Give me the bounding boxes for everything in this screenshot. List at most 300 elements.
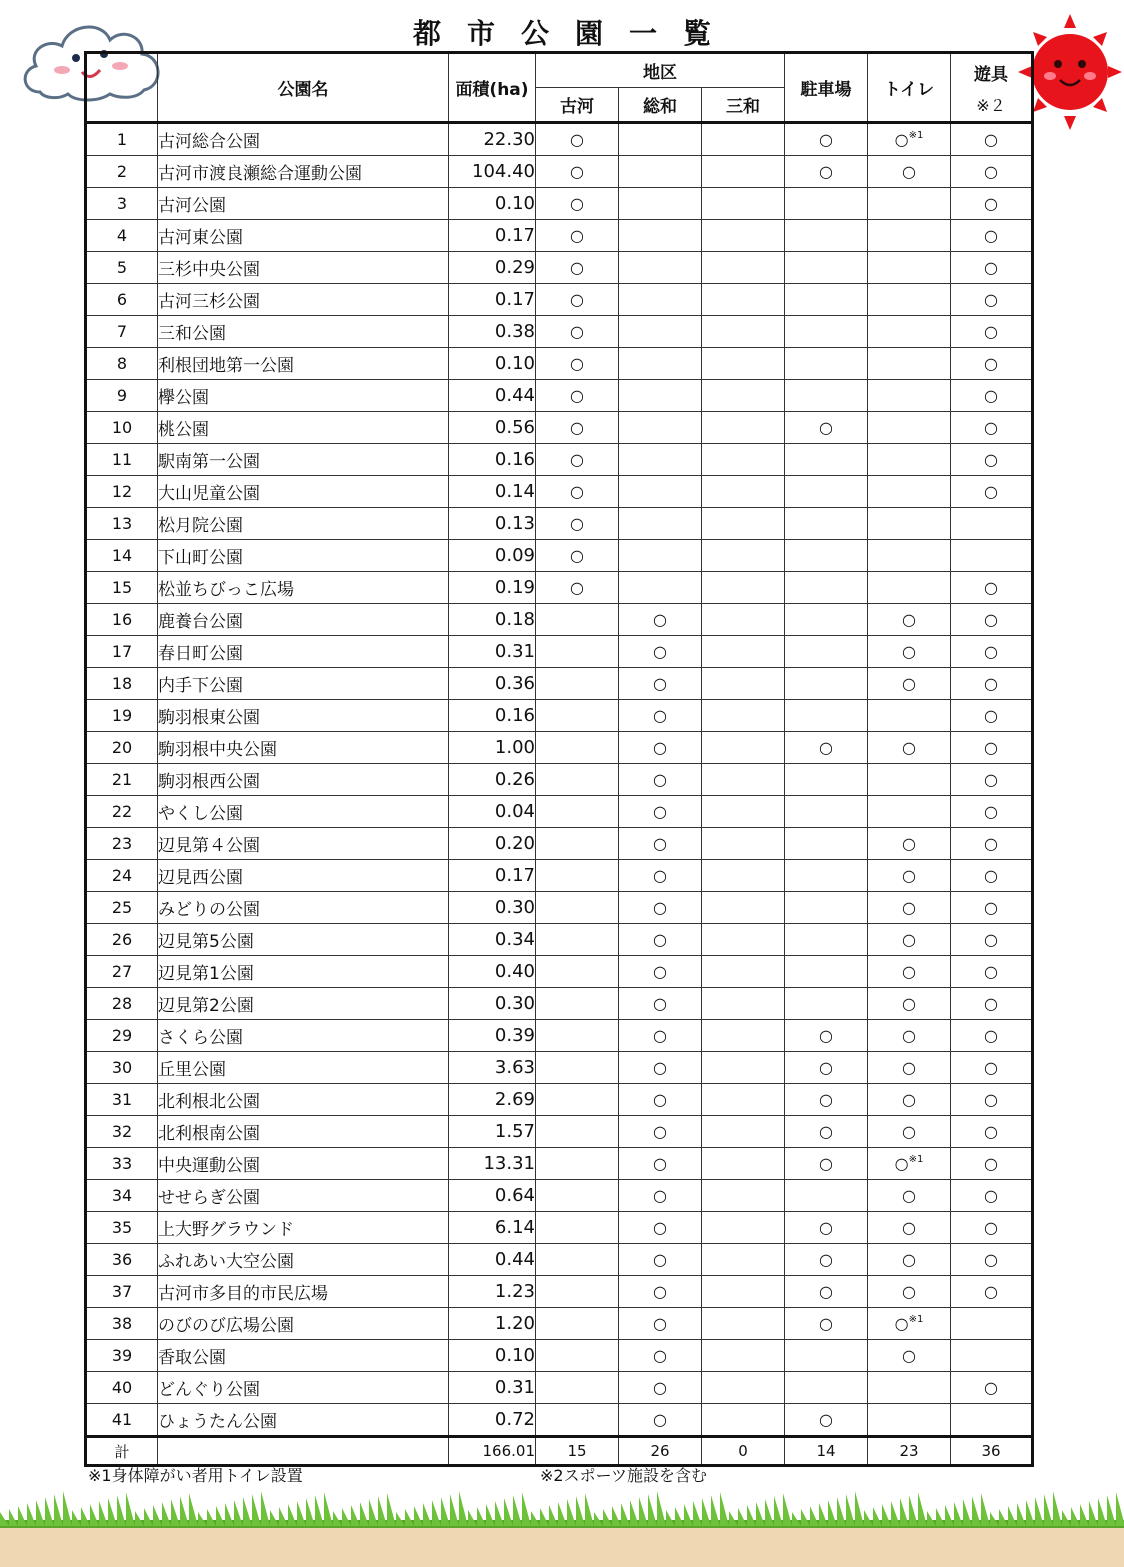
table-row xyxy=(86,380,1033,412)
cell-sowa: ○ xyxy=(619,700,702,732)
cell-parking xyxy=(785,860,868,892)
cell-toilet xyxy=(868,412,951,444)
cell-sowa: ○ xyxy=(619,1276,702,1308)
cell-sowa: ○ xyxy=(619,668,702,700)
header-playground xyxy=(951,53,1033,123)
cell-parking xyxy=(785,348,868,380)
park-area: 0.04 xyxy=(449,796,536,828)
cell-sanwa xyxy=(702,764,785,796)
cell-play: ○ xyxy=(951,636,1033,668)
table-row xyxy=(86,508,1033,540)
page-title: 都市公園一覧 xyxy=(412,17,737,50)
cell-toilet xyxy=(868,540,951,572)
cell-koga xyxy=(536,604,619,636)
cell-sanwa xyxy=(702,700,785,732)
park-area: 0.44 xyxy=(449,380,536,412)
park-area: 0.44 xyxy=(449,1244,536,1276)
cell-play: ○ xyxy=(951,892,1033,924)
cell-parking xyxy=(785,252,868,284)
park-area: 0.19 xyxy=(449,572,536,604)
cell-sanwa xyxy=(702,572,785,604)
park-name: 香取公園 xyxy=(158,1340,449,1372)
park-name: 大山児童公園 xyxy=(158,476,449,508)
cell-play xyxy=(951,1308,1033,1340)
row-number: 9 xyxy=(86,380,158,412)
park-area: 22.30 xyxy=(449,123,536,156)
cell-parking: ○ xyxy=(785,1308,868,1340)
cell-toilet xyxy=(868,1020,951,1052)
cell-sowa: ○ xyxy=(619,956,702,988)
row-number: 26 xyxy=(86,924,158,956)
table-row xyxy=(86,828,1033,860)
cell-toilet xyxy=(868,860,951,892)
row-number: 25 xyxy=(86,892,158,924)
toilet-note: ※1 xyxy=(908,1314,924,1325)
cell-play: ○ xyxy=(951,828,1033,860)
cell-sanwa xyxy=(702,380,785,412)
cell-play: ○ xyxy=(951,1020,1033,1052)
row-number: 4 xyxy=(86,220,158,252)
park-area: 6.14 xyxy=(449,1212,536,1244)
park-area: 104.40 xyxy=(449,156,536,188)
cell-sowa xyxy=(619,188,702,220)
table-row xyxy=(86,860,1033,892)
cell-play: ○ xyxy=(951,732,1033,764)
cell-parking xyxy=(785,444,868,476)
row-number: 31 xyxy=(86,1084,158,1116)
header-district: 地区 xyxy=(536,53,785,88)
cell-toilet xyxy=(868,956,951,988)
cell-koga xyxy=(536,1372,619,1404)
park-name: 利根団地第一公園 xyxy=(158,348,449,380)
cell-koga: ○ xyxy=(536,572,619,604)
cell-toilet xyxy=(868,1116,951,1148)
cell-parking xyxy=(785,956,868,988)
toilet-mark: ○ xyxy=(902,962,916,981)
table-row xyxy=(86,444,1033,476)
table-row xyxy=(86,316,1033,348)
toilet-mark: ○ xyxy=(902,866,916,885)
header-koga: 古河 xyxy=(536,88,619,123)
cell-parking xyxy=(785,380,868,412)
cell-play: ○ xyxy=(951,1276,1033,1308)
cell-koga: ○ xyxy=(536,220,619,252)
cell-sowa: ○ xyxy=(619,1180,702,1212)
cell-sowa: ○ xyxy=(619,1020,702,1052)
table-row xyxy=(86,1084,1033,1116)
row-number: 32 xyxy=(86,1116,158,1148)
cell-toilet xyxy=(868,316,951,348)
cell-sanwa xyxy=(702,476,785,508)
cell-parking: ○ xyxy=(785,1404,868,1437)
cell-sanwa xyxy=(702,1148,785,1180)
cell-sanwa xyxy=(702,188,785,220)
park-name: 松月院公園 xyxy=(158,508,449,540)
table-row xyxy=(86,412,1033,444)
cell-sanwa xyxy=(702,156,785,188)
park-area: 0.31 xyxy=(449,636,536,668)
cell-sanwa xyxy=(702,924,785,956)
cell-play xyxy=(951,508,1033,540)
cell-sowa xyxy=(619,572,702,604)
cell-parking xyxy=(785,284,868,316)
park-name: 古河総合公園 xyxy=(158,123,449,156)
cell-play: ○ xyxy=(951,380,1033,412)
park-name: 辺見第5公園 xyxy=(158,924,449,956)
total-parking: 14 xyxy=(785,1437,868,1466)
cell-play: ○ xyxy=(951,572,1033,604)
table-row xyxy=(86,636,1033,668)
cell-sowa xyxy=(619,316,702,348)
park-area: 0.40 xyxy=(449,956,536,988)
cell-sanwa xyxy=(702,1404,785,1437)
cell-koga xyxy=(536,1084,619,1116)
toilet-mark: ○ xyxy=(902,1282,916,1301)
cell-toilet xyxy=(868,252,951,284)
row-number: 33 xyxy=(86,1148,158,1180)
row-number: 21 xyxy=(86,764,158,796)
cell-sanwa xyxy=(702,988,785,1020)
cell-sowa xyxy=(619,284,702,316)
row-number: 28 xyxy=(86,988,158,1020)
cell-toilet xyxy=(868,636,951,668)
cell-sanwa xyxy=(702,636,785,668)
toilet-mark: ○ xyxy=(902,1186,916,1205)
toilet-mark: ○ xyxy=(902,994,916,1013)
cell-sanwa xyxy=(702,348,785,380)
cell-koga: ○ xyxy=(536,444,619,476)
row-number: 12 xyxy=(86,476,158,508)
cell-koga: ○ xyxy=(536,476,619,508)
cell-play: ○ xyxy=(951,764,1033,796)
toilet-mark: ○ xyxy=(902,1122,916,1141)
park-name: 古河東公園 xyxy=(158,220,449,252)
cell-parking: ○ xyxy=(785,1052,868,1084)
cell-parking xyxy=(785,572,868,604)
table-row xyxy=(86,1180,1033,1212)
toilet-mark: ○ xyxy=(902,1218,916,1237)
cell-parking: ○ xyxy=(785,1084,868,1116)
cell-parking xyxy=(785,924,868,956)
table-row xyxy=(86,1212,1033,1244)
toilet-mark: ○ xyxy=(902,1250,916,1269)
cell-parking: ○ xyxy=(785,1148,868,1180)
park-name: 駒羽根中央公園 xyxy=(158,732,449,764)
cell-toilet xyxy=(868,1052,951,1084)
cell-play xyxy=(951,540,1033,572)
park-name: 古河市渡良瀬総合運動公園 xyxy=(158,156,449,188)
cell-sanwa xyxy=(702,412,785,444)
cell-sanwa xyxy=(702,892,785,924)
table-row xyxy=(86,1116,1033,1148)
cell-koga: ○ xyxy=(536,284,619,316)
table-row xyxy=(86,348,1033,380)
total-koga: 15 xyxy=(536,1437,619,1466)
row-number: 7 xyxy=(86,316,158,348)
park-name: 鹿養台公園 xyxy=(158,604,449,636)
cell-parking xyxy=(785,604,868,636)
cell-koga xyxy=(536,1308,619,1340)
cell-koga xyxy=(536,1340,619,1372)
cell-koga xyxy=(536,1180,619,1212)
cell-toilet xyxy=(868,604,951,636)
park-name: 辺見第1公園 xyxy=(158,956,449,988)
cell-toilet xyxy=(868,796,951,828)
park-name: ひょうたん公園 xyxy=(158,1404,449,1437)
cell-toilet xyxy=(868,828,951,860)
row-number: 34 xyxy=(86,1180,158,1212)
cell-play: ○ xyxy=(951,188,1033,220)
cell-sanwa xyxy=(702,540,785,572)
cell-parking xyxy=(785,988,868,1020)
cell-sowa: ○ xyxy=(619,732,702,764)
cell-parking: ○ xyxy=(785,1244,868,1276)
cell-play xyxy=(951,1340,1033,1372)
cell-sanwa xyxy=(702,1276,785,1308)
park-area: 0.17 xyxy=(449,860,536,892)
row-number: 17 xyxy=(86,636,158,668)
table-row xyxy=(86,988,1033,1020)
table-row xyxy=(86,476,1033,508)
cell-toilet xyxy=(868,988,951,1020)
cell-sanwa xyxy=(702,220,785,252)
cell-play: ○ xyxy=(951,220,1033,252)
cell-sanwa xyxy=(702,316,785,348)
cell-play: ○ xyxy=(951,348,1033,380)
cell-toilet xyxy=(868,476,951,508)
cell-parking xyxy=(785,796,868,828)
table-row xyxy=(86,252,1033,284)
park-area: 1.20 xyxy=(449,1308,536,1340)
table-row xyxy=(86,924,1033,956)
park-name: のびのび広場公園 xyxy=(158,1308,449,1340)
row-number: 16 xyxy=(86,604,158,636)
cell-parking xyxy=(785,476,868,508)
cell-toilet xyxy=(868,1180,951,1212)
cell-play: ○ xyxy=(951,604,1033,636)
park-area: 0.20 xyxy=(449,828,536,860)
cell-sowa: ○ xyxy=(619,604,702,636)
cell-play: ○ xyxy=(951,284,1033,316)
header-parking: 駐車場 xyxy=(785,53,868,123)
park-name: 北利根南公園 xyxy=(158,1116,449,1148)
row-number: 40 xyxy=(86,1372,158,1404)
park-area: 1.57 xyxy=(449,1116,536,1148)
cell-toilet xyxy=(868,380,951,412)
cell-play xyxy=(951,1404,1033,1437)
park-area: 0.30 xyxy=(449,892,536,924)
park-name: 三和公園 xyxy=(158,316,449,348)
cell-koga: ○ xyxy=(536,123,619,156)
total-label: 計 xyxy=(86,1437,158,1466)
cell-play: ○ xyxy=(951,1084,1033,1116)
cell-parking xyxy=(785,636,868,668)
row-number: 41 xyxy=(86,1404,158,1437)
toilet-mark: ○ xyxy=(902,610,916,629)
row-number: 30 xyxy=(86,1052,158,1084)
park-name: 古河公園 xyxy=(158,188,449,220)
cell-sowa: ○ xyxy=(619,1116,702,1148)
row-number: 3 xyxy=(86,188,158,220)
cell-koga xyxy=(536,1052,619,1084)
cell-sanwa xyxy=(702,860,785,892)
cell-sanwa xyxy=(702,123,785,156)
cell-toilet xyxy=(868,1276,951,1308)
row-number: 27 xyxy=(86,956,158,988)
park-area: 1.23 xyxy=(449,1276,536,1308)
park-area: 0.16 xyxy=(449,700,536,732)
cell-koga: ○ xyxy=(536,252,619,284)
toilet-mark: ○ xyxy=(902,1026,916,1045)
cell-toilet xyxy=(868,700,951,732)
table-row xyxy=(86,1276,1033,1308)
table-row xyxy=(86,732,1033,764)
park-area: 0.56 xyxy=(449,412,536,444)
table-row xyxy=(86,892,1033,924)
toilet-mark: ○ xyxy=(902,834,916,853)
cell-parking xyxy=(785,188,868,220)
cell-toilet xyxy=(868,764,951,796)
park-name: 丘里公園 xyxy=(158,1052,449,1084)
park-area: 0.38 xyxy=(449,316,536,348)
header-area: 面積(ha) xyxy=(449,53,536,123)
toilet-note: ※1 xyxy=(908,130,924,141)
cell-koga xyxy=(536,700,619,732)
cell-sowa: ○ xyxy=(619,828,702,860)
cell-koga: ○ xyxy=(536,380,619,412)
table-body xyxy=(86,123,1033,1466)
cell-toilet xyxy=(868,1084,951,1116)
row-number: 29 xyxy=(86,1020,158,1052)
cell-sowa xyxy=(619,540,702,572)
row-number: 39 xyxy=(86,1340,158,1372)
toilet-mark: ○ xyxy=(902,162,916,181)
park-area: 0.10 xyxy=(449,1340,536,1372)
table-row xyxy=(86,284,1033,316)
total-area: 166.01 xyxy=(449,1437,536,1466)
cell-sanwa xyxy=(702,1244,785,1276)
cell-sanwa xyxy=(702,444,785,476)
row-number: 15 xyxy=(86,572,158,604)
cell-parking xyxy=(785,316,868,348)
table-row xyxy=(86,220,1033,252)
cell-sowa: ○ xyxy=(619,1308,702,1340)
table-row xyxy=(86,572,1033,604)
cell-parking: ○ xyxy=(785,1020,868,1052)
header-sanwa: 三和 xyxy=(702,88,785,123)
cell-sanwa xyxy=(702,508,785,540)
cell-toilet xyxy=(868,156,951,188)
cell-sowa xyxy=(619,508,702,540)
row-number: 37 xyxy=(86,1276,158,1308)
cell-koga: ○ xyxy=(536,316,619,348)
header-name: 公園名 xyxy=(158,53,449,123)
park-area: 0.34 xyxy=(449,924,536,956)
cell-toilet xyxy=(868,732,951,764)
cell-sanwa xyxy=(702,1340,785,1372)
cell-toilet xyxy=(868,1148,951,1180)
toilet-mark: ○ xyxy=(894,1314,909,1333)
cell-play: ○ xyxy=(951,444,1033,476)
cell-koga xyxy=(536,1244,619,1276)
cell-koga xyxy=(536,828,619,860)
park-name: 内手下公園 xyxy=(158,668,449,700)
table-row xyxy=(86,764,1033,796)
cell-play: ○ xyxy=(951,1148,1033,1180)
cell-sanwa xyxy=(702,1116,785,1148)
cell-koga xyxy=(536,1404,619,1437)
park-area: 0.18 xyxy=(449,604,536,636)
table-row xyxy=(86,540,1033,572)
park-area: 0.14 xyxy=(449,476,536,508)
park-area: 0.72 xyxy=(449,1404,536,1437)
park-table xyxy=(84,51,1034,1467)
header-playground-label: 遊具 xyxy=(974,64,1008,85)
park-name: 三杉中央公園 xyxy=(158,252,449,284)
row-number: 23 xyxy=(86,828,158,860)
park-area: 0.31 xyxy=(449,1372,536,1404)
row-number: 24 xyxy=(86,860,158,892)
total-play: 36 xyxy=(951,1437,1033,1466)
table-row xyxy=(86,123,1033,156)
cell-play: ○ xyxy=(951,924,1033,956)
row-number: 10 xyxy=(86,412,158,444)
cell-parking: ○ xyxy=(785,156,868,188)
cell-parking: ○ xyxy=(785,1276,868,1308)
cell-sowa: ○ xyxy=(619,860,702,892)
cell-play: ○ xyxy=(951,988,1033,1020)
park-name: 辺見西公園 xyxy=(158,860,449,892)
cell-parking: ○ xyxy=(785,732,868,764)
cell-parking xyxy=(785,668,868,700)
park-area: 0.13 xyxy=(449,508,536,540)
park-area: 1.00 xyxy=(449,732,536,764)
row-number: 11 xyxy=(86,444,158,476)
cell-sowa xyxy=(619,380,702,412)
row-number: 8 xyxy=(86,348,158,380)
park-area: 13.31 xyxy=(449,1148,536,1180)
cell-koga: ○ xyxy=(536,508,619,540)
park-area: 0.09 xyxy=(449,540,536,572)
row-number: 1 xyxy=(86,123,158,156)
park-area: 3.63 xyxy=(449,1052,536,1084)
toilet-mark: ○ xyxy=(902,1346,916,1365)
cell-parking: ○ xyxy=(785,1212,868,1244)
toilet-note: ※1 xyxy=(908,1154,924,1165)
cell-play: ○ xyxy=(951,316,1033,348)
cell-koga: ○ xyxy=(536,540,619,572)
park-area: 0.10 xyxy=(449,348,536,380)
cell-parking xyxy=(785,220,868,252)
cell-koga: ○ xyxy=(536,412,619,444)
cell-sowa: ○ xyxy=(619,796,702,828)
toilet-mark: ○ xyxy=(902,1058,916,1077)
cell-parking xyxy=(785,1180,868,1212)
cell-sanwa xyxy=(702,284,785,316)
table-row xyxy=(86,188,1033,220)
park-area: 0.10 xyxy=(449,188,536,220)
cell-toilet xyxy=(868,1372,951,1404)
total-row xyxy=(86,1437,1033,1466)
park-name: 上大野グラウンド xyxy=(158,1212,449,1244)
row-number: 35 xyxy=(86,1212,158,1244)
cell-sanwa xyxy=(702,1212,785,1244)
cell-play: ○ xyxy=(951,156,1033,188)
cell-sanwa xyxy=(702,1084,785,1116)
cell-sowa: ○ xyxy=(619,1244,702,1276)
cell-sanwa xyxy=(702,796,785,828)
cell-parking xyxy=(785,700,868,732)
